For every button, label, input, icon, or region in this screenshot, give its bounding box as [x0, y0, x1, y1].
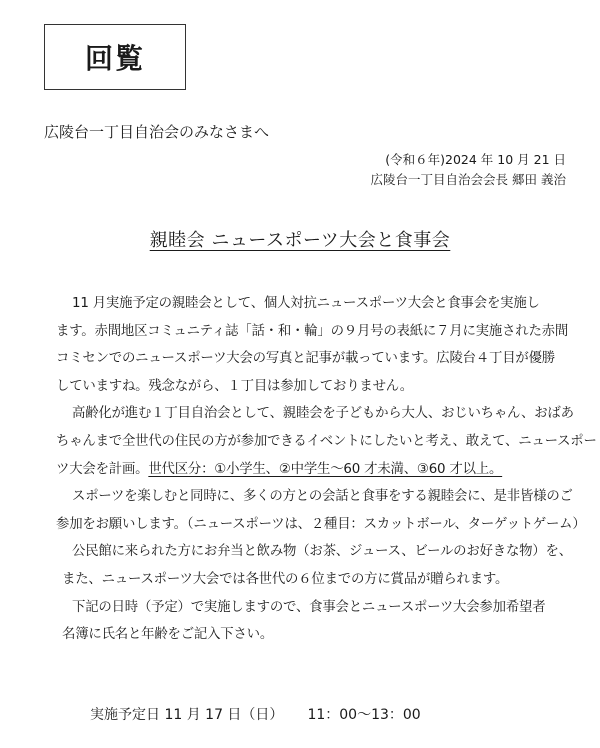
body-line: ます。赤間地区コミュニティ誌「話・和・輪」の９月号の表紙に７月に実施された赤間 [56, 323, 569, 339]
body-line: 11 月実施予定の親睦会として、個人対抗ニュースポーツ大会と食事会を実施し [72, 296, 540, 311]
body-text: ツ大会を計画。 [56, 461, 149, 477]
age-group-note: 世代区分：①小学生、②中学生〜60 才未満、③60 才以上。 [148, 461, 503, 477]
body-line: スポーツを楽しむと同時に、多くの方との会話と食事をする親睦会に、是非皆様のご [72, 489, 573, 505]
circulation-stamp [44, 24, 186, 90]
sender-name: 広陵台一丁目自治会会長 郷田 義治 [370, 172, 566, 187]
document-title: 親睦会 ニュースポーツ大会と食事会 [149, 230, 451, 251]
body-line: していますね。残念ながら、１丁目は参加しておりません。 [56, 378, 413, 394]
addressee: 広陵台一丁目自治会のみなさまへ [44, 123, 270, 141]
body-line: 公民館に来られた方にお弁当と飲み物（お茶、ジュース、ビールのお好きな物）を、 [72, 544, 572, 560]
body-line: 高齢化が進む１丁目自治会として、親睦会を子どもから大人、おじいちゃん、おばあ [72, 406, 574, 422]
body-line: ちゃんまで全世代の住民の方が参加できるイベントにしたいと考え、敢えて、ニュースポー [56, 433, 597, 449]
schedule-time: 11：00〜13：00 [307, 707, 421, 723]
body-line: 参加をお願いします。（ニュースポーツは、２種目：スカットボール、ターゲットゲーム） [56, 516, 586, 532]
body-line: 名簿に氏名と年齢をご記入下さい。 [62, 627, 274, 643]
body-line-with-age-groups [56, 456, 576, 484]
schedule-date: 実施予定日 11 月 17 日（日） [90, 707, 284, 723]
schedule-line [90, 704, 421, 724]
stamp-label: 回覧 [84, 42, 145, 75]
sender-block [371, 150, 566, 190]
body-line: コミセンでのニュースポーツ大会の写真と記事が載っています。広陵台４丁目が優勝 [56, 351, 555, 367]
body-line: また、ニュースポーツ大会では各世代の６位までの方に賞品が贈られます。 [62, 571, 509, 587]
issue-date: (令和６年)2024 年 10 月 21 日 [385, 152, 566, 167]
document-body [56, 290, 597, 649]
body-line: 下記の日時（予定）で実施しますので、食事会とニュースポーツ大会参加希望者 [72, 599, 546, 615]
document-title-wrap [0, 226, 600, 252]
